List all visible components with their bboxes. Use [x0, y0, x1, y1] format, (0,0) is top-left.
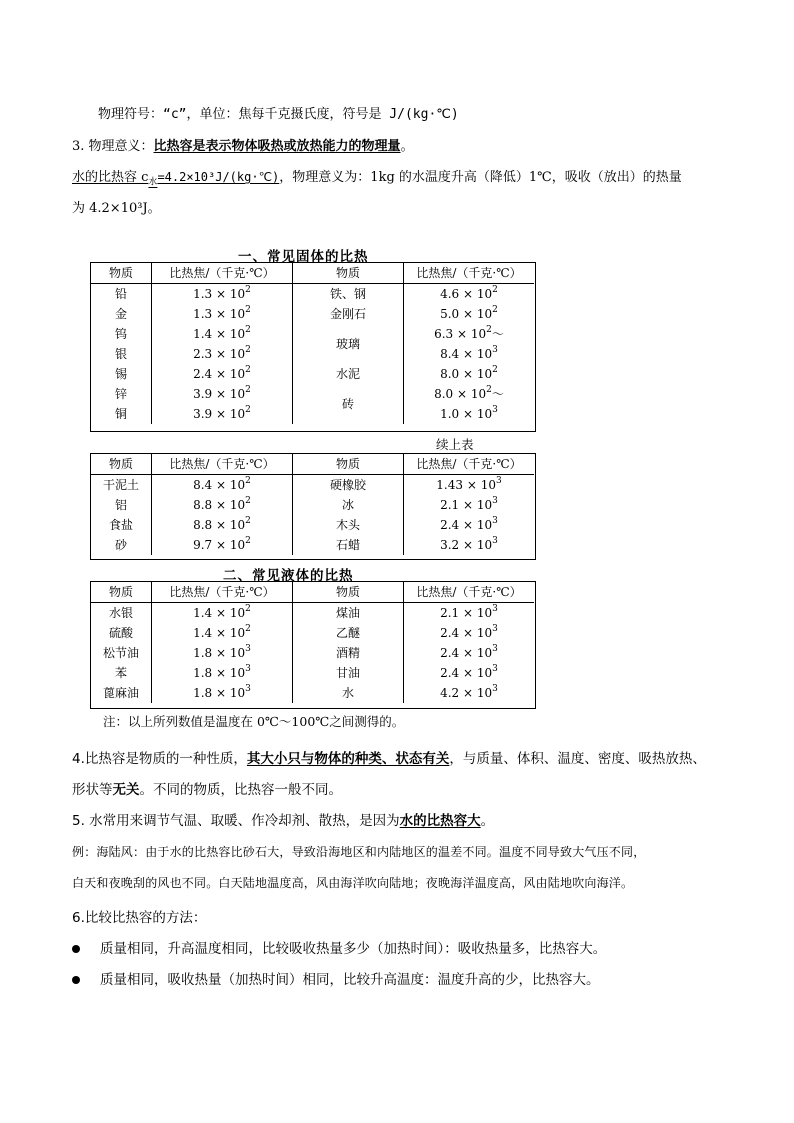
cell-value: $3.2 \times 10^3$ — [404, 535, 535, 555]
cell-substance: 金 — [91, 304, 152, 324]
cell-substance: 金刚石 — [329, 307, 366, 321]
solid-specific-heat-table — [91, 263, 534, 424]
header-substance-2: 物质 — [293, 582, 404, 603]
continued-label: 续上表 — [436, 437, 474, 452]
cell-substance: 钨 — [91, 324, 152, 344]
cell-value: $2.4 \times 10^2$ — [152, 364, 293, 384]
cell-substance: 甘油 — [335, 666, 360, 680]
bullet-text: 质量相同，吸收热量（加热时间）相同，比较升高温度：温度升高的少，比热容大。 — [100, 972, 600, 988]
water-meaning-cont: 为 4.2×10³J。 — [72, 201, 161, 216]
cell-substance: 冰 — [341, 498, 354, 512]
cell-value: $2.4 \times 10^3$ — [404, 623, 535, 643]
section-5-text: 。 — [480, 813, 495, 829]
cell-value: $8.8 \times 10^2$ — [152, 515, 293, 535]
header-specific-heat-2: 比热焦/（千克·℃） — [404, 263, 535, 284]
cell-substance: 玻璃 — [335, 337, 360, 351]
water-def-label: 水的比热容 c — [72, 170, 149, 185]
cell-substance: 乙醚 — [335, 626, 360, 640]
table-row — [91, 364, 534, 384]
cell-value: $8.8 \times 10^2$ — [152, 495, 293, 515]
section-4-text: 。不同的物质，比热容一般不同。 — [139, 782, 342, 798]
cell-value: $8.0 \times 10^2\sim$ — [404, 384, 535, 404]
cell-value: $1.43 \times 10^3$ — [404, 475, 535, 496]
method-bullet-1 — [72, 937, 606, 957]
table-header-row — [91, 582, 534, 603]
cell-value: $2.4 \times 10^3$ — [404, 663, 535, 683]
cell-substance: 铅 — [91, 284, 152, 305]
cell-substance: 硫酸 — [91, 623, 152, 643]
section-3-line — [72, 135, 414, 154]
table-row — [91, 643, 534, 663]
water-specific-heat-line — [72, 166, 682, 188]
table3-title: 二、常见液体的比热 — [223, 568, 354, 584]
example-line2: 白天和夜晚刮的风也不同。白天陆地温度高，风由海洋吹向陆地；夜晚海洋温度高，风由陆地吹向海洋。 — [72, 876, 634, 890]
bullet-icon — [72, 976, 80, 984]
section-5-text: 5. 水常用来调节气温、取暖、作冷却剂、散热，是因为 — [72, 813, 400, 829]
table-row — [91, 284, 534, 305]
cell-value: $1.8 \times 10^3$ — [152, 683, 293, 703]
liquid-specific-heat-table — [91, 582, 534, 703]
cell-substance: 铁、钢 — [329, 287, 366, 301]
cell-value: $2.1 \times 10^3$ — [404, 603, 535, 624]
cell-value: $1.8 \times 10^3$ — [152, 643, 293, 663]
section-4-text: ，与质量、体积、温度、密度、吸热放热、 — [449, 751, 706, 767]
cell-substance: 木头 — [335, 518, 360, 532]
cell-substance: 松节油 — [91, 643, 152, 663]
cell-substance: 砖 — [341, 397, 354, 411]
cell-value: $8.4 \times 10^3$ — [404, 344, 535, 364]
table-row — [91, 384, 534, 404]
cell-substance: 水银 — [91, 603, 152, 624]
cell-value: $2.1 \times 10^3$ — [404, 495, 535, 515]
table-row — [91, 623, 534, 643]
table-row — [91, 515, 534, 535]
section-3-end: 。 — [400, 139, 414, 154]
table-row — [91, 683, 534, 703]
cell-substance: 银 — [91, 344, 152, 364]
section-5-line — [72, 809, 494, 829]
cell-value: $4.2 \times 10^3$ — [404, 683, 535, 703]
section-3-definition: 比热容是表示物体吸热或放热能力的物理量 — [153, 139, 401, 154]
symbol-unit-line: 物理符号：“c”，单位：焦每千克摄氏度，符号是 J/(kg·℃) — [98, 107, 459, 122]
method-bullet-2 — [72, 968, 600, 988]
header-substance: 物质 — [91, 582, 152, 603]
table-row — [91, 535, 534, 555]
cell-substance: 砂 — [91, 535, 152, 555]
section-4-line1 — [72, 747, 706, 767]
table-row — [91, 304, 534, 324]
water-subscript: 水 — [148, 177, 158, 188]
table-row — [91, 324, 534, 344]
cell-substance: 苯 — [91, 663, 152, 683]
cell-value: $2.4 \times 10^3$ — [404, 515, 535, 535]
section-4-text: 4.比热容是物质的一种性质， — [72, 751, 247, 767]
cell-substance: 蓖麻油 — [91, 683, 152, 703]
cell-substance: 水 — [341, 686, 354, 700]
example-line1: 例：海陆风：由于水的比热容比砂石大，导致沿海地区和内陆地区的温差不同。温度不同导致大气压不同， — [72, 845, 646, 859]
section-5-emphasis: 水的比热容大 — [399, 813, 481, 829]
cell-value: $1.3 \times 10^2$ — [152, 284, 293, 305]
cell-value: $4.6 \times 10^2$ — [404, 284, 535, 305]
header-substance: 物质 — [91, 263, 152, 284]
table-header-row — [91, 263, 534, 284]
cell-value: $9.7 \times 10^2$ — [152, 535, 293, 555]
water-value: =4.2×10³J/(kg·℃) — [157, 170, 280, 184]
section-4-emphasis-irrelevant: 无关 — [112, 782, 140, 798]
header-specific-heat: 比热焦/（千克·℃） — [152, 263, 293, 284]
cell-substance: 铝 — [91, 495, 152, 515]
cell-value: $8.0 \times 10^2$ — [404, 364, 535, 384]
cell-value: $8.4 \times 10^2$ — [152, 475, 293, 496]
header-specific-heat: 比热焦/（千克·℃） — [152, 582, 293, 603]
cell-substance: 煤油 — [335, 606, 360, 620]
cell-substance: 干泥土 — [91, 475, 152, 496]
table1-title: 一、常见固体的比热 — [238, 249, 369, 265]
cell-value: $3.9 \times 10^2$ — [152, 404, 293, 424]
cell-value: $1.4 \times 10^2$ — [152, 324, 293, 344]
section-4-text: 形状等 — [72, 782, 113, 798]
cell-substance: 硬橡胶 — [329, 478, 366, 492]
header-substance: 物质 — [91, 454, 152, 475]
cell-substance: 食盐 — [91, 515, 152, 535]
table-row — [91, 475, 534, 496]
cell-value: $1.4 \times 10^2$ — [152, 603, 293, 624]
section-3-prefix: 3. 物理意义： — [72, 139, 154, 154]
cell-value: $2.3 \times 10^2$ — [152, 344, 293, 364]
header-substance-2: 物质 — [293, 263, 404, 284]
cell-substance: 锡 — [91, 364, 152, 384]
cell-substance: 酒精 — [335, 646, 360, 660]
cell-value: $2.4 \times 10^3$ — [404, 643, 535, 663]
table-row — [91, 663, 534, 683]
cell-value: $1.0 \times 10^3$ — [404, 404, 535, 424]
cell-value: $1.4 \times 10^2$ — [152, 623, 293, 643]
cell-substance: 水泥 — [335, 367, 360, 381]
solid-specific-heat-table-continued — [91, 454, 534, 555]
table-row — [91, 603, 534, 624]
cell-value: $6.3 \times 10^2\sim$ — [404, 324, 535, 344]
section-4-line2 — [72, 778, 342, 798]
water-meaning: ，物理意义为：1kg 的水温度升高（降低）1℃，吸收（放出）的热量 — [279, 170, 682, 185]
cell-substance: 铜 — [91, 404, 152, 424]
section-6-title: 6.比较比热容的方法： — [72, 910, 207, 926]
bullet-text: 质量相同，升高温度相同，比较吸收热量多少（加热时间）：吸收热量多，比热容大。 — [100, 941, 607, 957]
table-note: 注：以上所列数值是温度在 0℃～100℃之间测得的。 — [103, 714, 405, 729]
cell-value: $1.8 \times 10^3$ — [152, 663, 293, 683]
cell-value: $5.0 \times 10^2$ — [404, 304, 535, 324]
table-row — [91, 495, 534, 515]
cell-value: $3.9 \times 10^2$ — [152, 384, 293, 404]
table-header-row — [91, 454, 534, 475]
cell-substance: 锌 — [91, 384, 152, 404]
header-specific-heat-2: 比热焦/（千克·℃） — [404, 582, 535, 603]
cell-substance: 石蜡 — [335, 538, 360, 552]
bullet-icon — [72, 945, 80, 953]
header-specific-heat: 比热焦/（千克·℃） — [152, 454, 293, 475]
section-4-emphasis: 其大小只与物体的种类、状态有关 — [246, 751, 450, 767]
cell-value: $1.3 \times 10^2$ — [152, 304, 293, 324]
header-substance-2: 物质 — [293, 454, 404, 475]
header-specific-heat-2: 比热焦/（千克·℃） — [404, 454, 535, 475]
